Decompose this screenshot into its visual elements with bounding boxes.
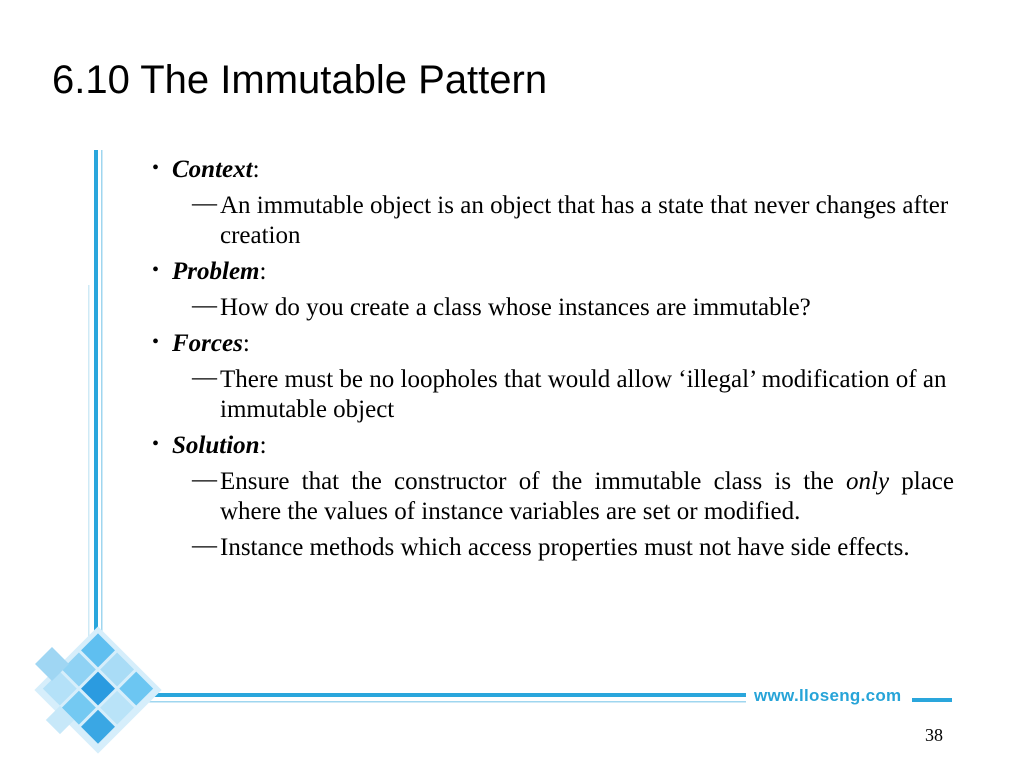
dash-icon: — [192, 532, 217, 559]
bullet-colon: : [252, 156, 260, 183]
sub-item [152, 365, 954, 425]
sub-item-text: How do you create a class whose instances are immutable? [220, 294, 811, 321]
dash-icon: — [192, 466, 217, 493]
bullet-colon: : [259, 258, 267, 285]
bullet-dot-icon: • [152, 433, 160, 455]
sub-item [152, 533, 954, 563]
sub-item [152, 293, 954, 323]
bullet-dot-icon: • [152, 259, 160, 281]
sub-item [152, 191, 954, 251]
bullet-problem [152, 257, 954, 287]
bullet-dot-icon: • [152, 157, 160, 179]
sub-item [152, 467, 954, 527]
bullet-heading: Solution [172, 432, 260, 459]
bullet-heading: Forces [172, 330, 243, 357]
slide-title: 6.10 The Immutable Pattern [52, 58, 548, 102]
bullet-forces [152, 329, 954, 359]
bullet-colon: : [242, 330, 250, 357]
sub-item-text: An immutable object is an object that has a state that never changes after creation [220, 192, 949, 249]
sub-item-text: Instance methods which access properties must not have side effects. [220, 534, 910, 561]
brand-url: www.lloseng.com [754, 686, 902, 705]
sub-item-emphasis: only [846, 468, 890, 495]
dash-icon: — [192, 292, 217, 319]
sub-item-text-after: place where the values of instance variables are set or modified. [220, 468, 954, 525]
sub-item-text: There must be no loopholes that would allow ‘illegal’ modification of an immutable object [220, 366, 947, 423]
dash-icon: — [192, 364, 217, 391]
bullet-heading: Problem [172, 258, 260, 285]
bullet-solution [152, 431, 954, 461]
bullet-context [152, 155, 954, 185]
page-number: 38 [925, 725, 943, 745]
sub-item-text-before: Ensure that the constructor of the immutable class is the [220, 468, 847, 495]
dash-icon: — [192, 190, 217, 217]
bullet-colon: : [259, 432, 267, 459]
bullet-dot-icon: • [152, 331, 160, 353]
bullet-list [152, 155, 954, 563]
bullet-heading: Context [172, 156, 253, 183]
